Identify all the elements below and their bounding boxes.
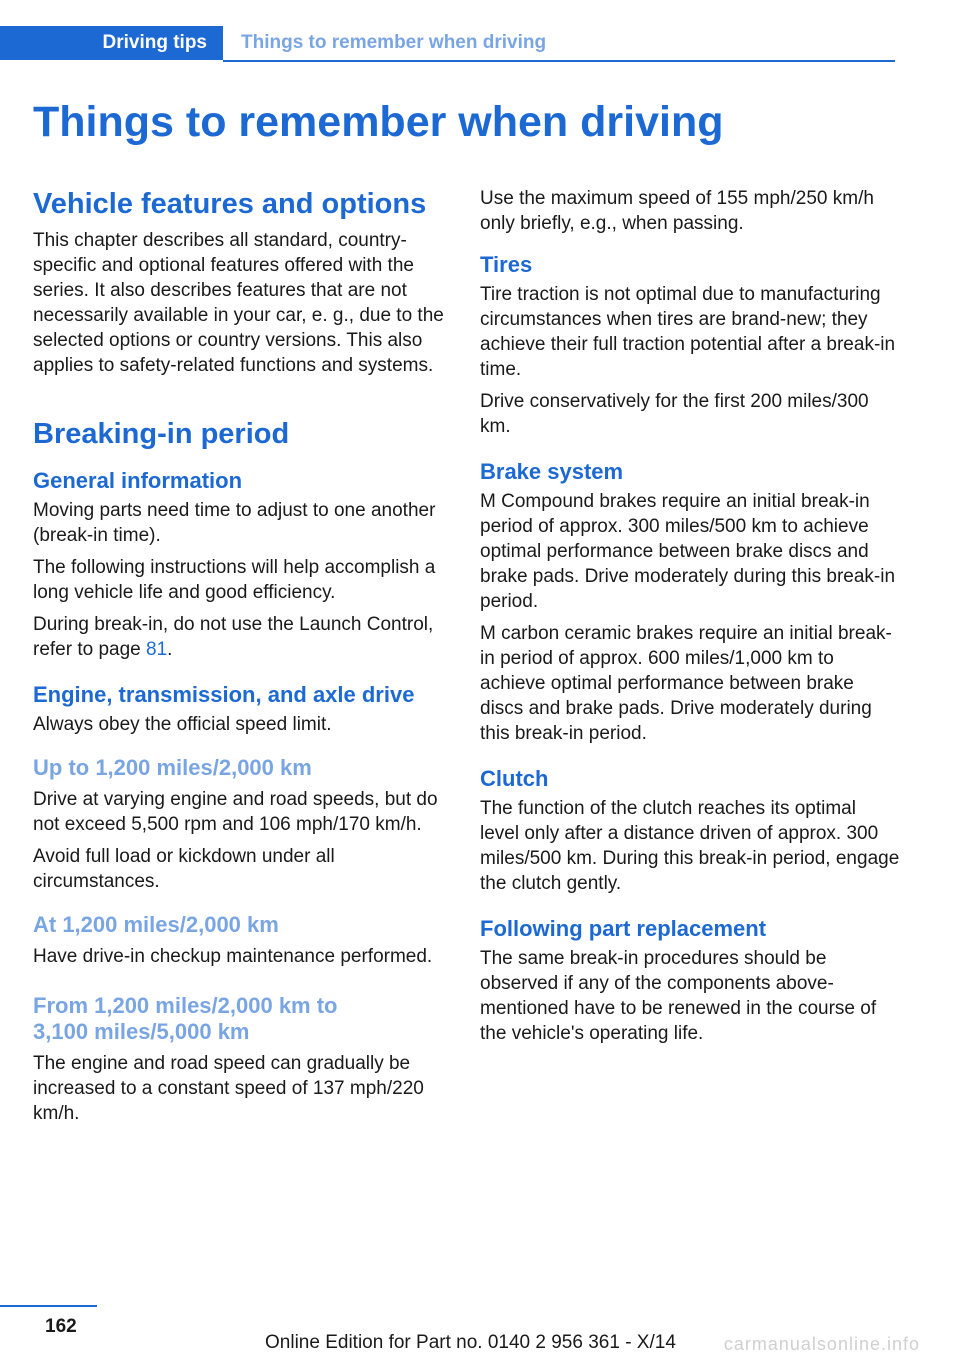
- section-tab: Driving tips: [0, 26, 223, 60]
- heading-engine-transmission: Engine, transmission, and axle drive: [33, 682, 415, 707]
- heading-from-line-1: From 1,200 miles/2,000 km to: [33, 993, 338, 1018]
- heading-brake-system: Brake system: [480, 459, 624, 484]
- part-replacement-text: The same break-in procedures should be observed if any of the components above-mentioned have to be renewed in the course of the vehicle's operating life.: [480, 948, 877, 1044]
- general-info-text-1: Moving parts need time to adjust to one another (break-in time).: [33, 500, 436, 546]
- right-column: [480, 186, 900, 1046]
- tires-text-2: Drive conservatively for the first 200 miles/300 km.: [480, 391, 869, 437]
- page-ref-link[interactable]: 81: [146, 639, 168, 660]
- heading-breaking-in: Breaking-in period: [33, 418, 290, 450]
- period: .: [167, 639, 173, 660]
- page-title: Things to remember when driving: [33, 98, 724, 146]
- heading-clutch: Clutch: [480, 766, 549, 791]
- heading-at-1200: At 1,200 miles/2,000 km: [33, 912, 279, 937]
- up-to-text-1: Drive at varying engine and road speeds, but do not exceed 5,500 rpm and 106 mph/170 km/h.: [33, 789, 438, 835]
- general-info-text-2: The following instructions will help accomplish a long vehicle life and good efficiency.: [33, 557, 436, 603]
- heading-vehicle-features: Vehicle features and options: [33, 188, 427, 220]
- heading-up-to-1200: Up to 1,200 miles/2,000 km: [33, 755, 312, 780]
- vehicle-features-text: This chapter describes all standard, country-specific and optional features offered with the series. It also describes features that are not necessarily available in your car, e. g., due to the selected options or country versions. This also applies to safety-related functions and systems.: [33, 230, 444, 376]
- max-speed-text: Use the maximum speed of 155 mph/250 km/h only briefly, e.g., when passing.: [480, 188, 874, 234]
- page-number: 162: [45, 1316, 77, 1337]
- heading-tires: Tires: [480, 252, 533, 277]
- launch-control-text: During break-in, do not use the Launch Control, refer to page: [33, 614, 434, 660]
- heading-from-line-2: 3,100 miles/5,000 km: [33, 1019, 250, 1044]
- engine-text: Always obey the official speed limit.: [33, 714, 332, 735]
- breadcrumb: Things to remember when driving: [241, 32, 547, 53]
- footer-divider: [0, 1305, 97, 1307]
- heading-part-replacement: Following part replacement: [480, 916, 767, 941]
- watermark: carmanualsonline.info: [723, 1334, 920, 1354]
- brake-text-1: M Compound brakes require an initial break-in period of approx. 300 miles/500 km to achieve optimal performance between brake discs and brake pads. Drive moderately during this break-in period.: [480, 491, 896, 612]
- header-divider: [223, 60, 895, 62]
- edition-text: Online Edition for Part no. 0140 2 956 361 - X/14: [265, 1332, 676, 1353]
- brake-text-2: M carbon ceramic brakes require an initial break-in period of approx. 600 miles/1,000 km to achieve optimal performance between brake discs and brake pads. Drive moderately during this break-in period.: [480, 623, 892, 744]
- up-to-text-2: Avoid full load or kickdown under all circumstances.: [33, 846, 335, 892]
- heading-from-1200: [33, 993, 445, 1045]
- from-1200-text: The engine and road speed can gradually be increased to a constant speed of 137 mph/220 km/h.: [33, 1053, 424, 1124]
- at-1200-text: Have drive-in checkup maintenance performed.: [33, 946, 433, 967]
- page-header: [0, 26, 895, 62]
- heading-general-information: General information: [33, 468, 243, 493]
- general-info-text-3: [33, 612, 445, 662]
- tires-text-1: Tire traction is not optimal due to manufacturing circumstances when tires are brand-new; they achieve their full traction potential after a break-in time.: [480, 284, 896, 380]
- left-column: [33, 186, 445, 1126]
- clutch-text: The function of the clutch reaches its optimal level only after a distance driven of approx. 300 miles/500 km. During this break-in period, engage the clutch gently.: [480, 798, 900, 894]
